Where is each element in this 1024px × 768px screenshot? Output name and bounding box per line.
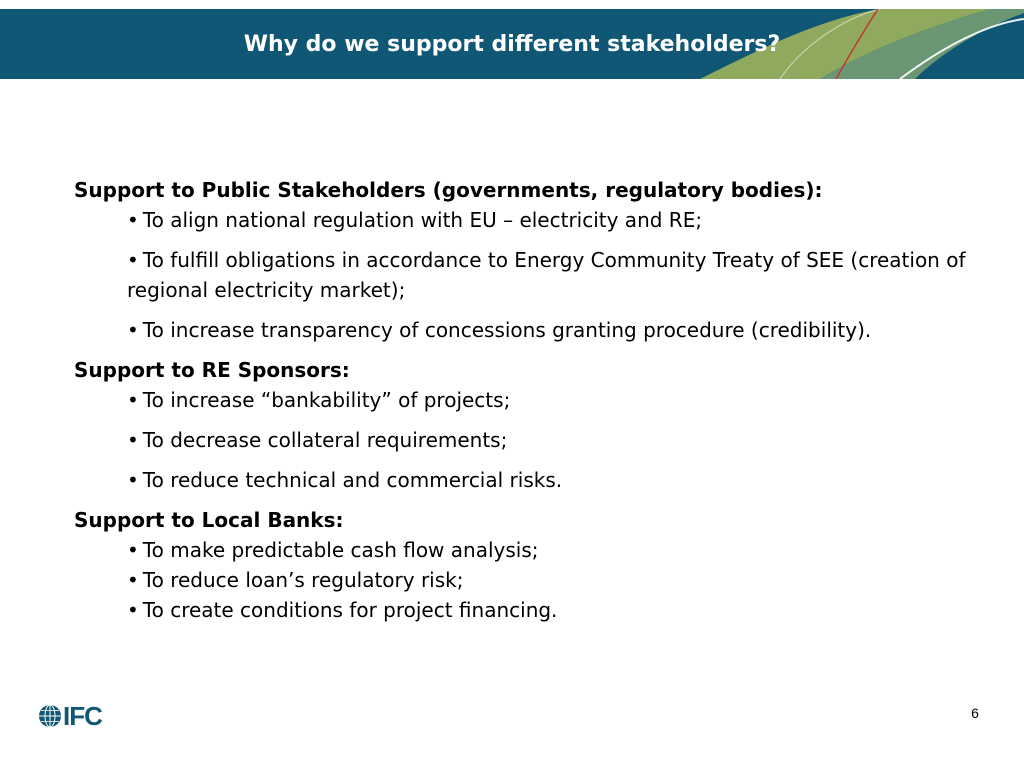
bullet: • [127,318,139,342]
bullet: • [127,468,139,492]
bullet: • [127,208,139,232]
list-item-text: To align national regulation with EU – electricity and RE; [142,208,703,232]
list-item-text: To decrease collateral requirements; [142,428,508,452]
section-heading: Support to Local Banks: [74,508,344,532]
list-item-text: To make predictable cash flow analysis; [142,538,539,562]
slide-title: Why do we support different stakeholders? [243,32,781,57]
list-item [74,205,974,235]
list-item-text: To increase transparency of concessions granting procedure (credibility). [142,318,872,342]
page-number: 6 [971,705,979,721]
list-item [74,535,974,565]
list-item [74,385,974,415]
list-item-text: To reduce technical and commercial risks. [142,468,563,492]
bullet: • [127,538,139,562]
list-item [74,565,974,595]
bullet: • [127,428,139,452]
list-item-text: To create conditions for project financing. [142,598,558,622]
slide-body [74,175,974,625]
section-heading: Support to RE Sponsors: [74,358,350,382]
list-item [74,425,974,455]
list-item [74,245,974,305]
list-item [74,315,974,345]
section-local-banks [74,505,974,625]
bullet: • [127,388,139,412]
list-item [74,465,974,495]
bullet: • [127,598,139,622]
list-item-text: To increase “bankability” of projects; [142,388,511,412]
section-re-sponsors [74,355,974,495]
ifc-logo [38,702,102,730]
list-item-text: To fulfill obligations in accordance to Energy Community Treaty of SEE (creation of regional electricity market); [127,248,966,302]
logo-text: IFC [63,701,102,731]
list-item [74,595,974,625]
list-item-text: To reduce loan’s regulatory risk; [142,568,464,592]
title-banner [0,9,1024,79]
bullet: • [127,568,139,592]
section-public-stakeholders [74,175,974,345]
section-heading: Support to Public Stakeholders (governments, regulatory bodies): [74,178,823,202]
bullet: • [127,248,139,272]
globe-icon [38,704,62,728]
